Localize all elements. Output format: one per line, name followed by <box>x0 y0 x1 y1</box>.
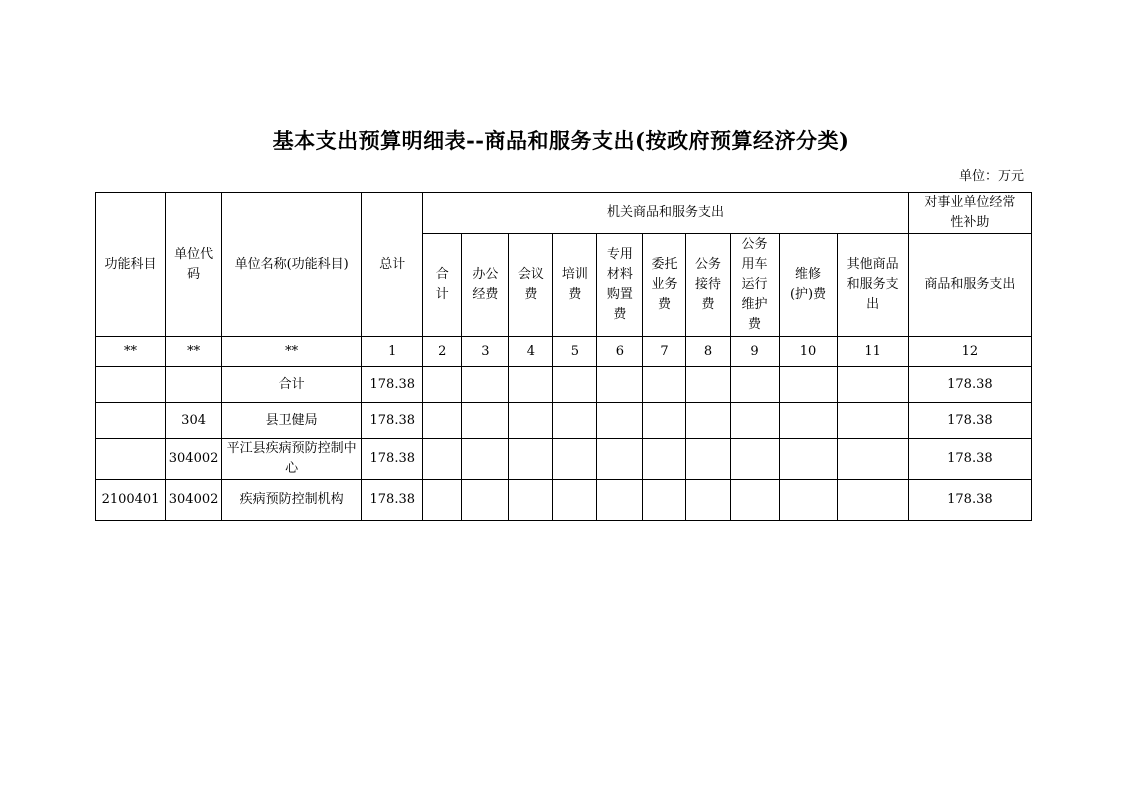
col-num-cell: 6 <box>597 337 643 367</box>
unit-label: 单位：万元 <box>958 169 1024 184</box>
col-num-cell: 11 <box>837 337 908 367</box>
cell-name: 平江县疾病预防控制中心 <box>222 439 362 480</box>
cell-subsidy: 178.38 <box>908 403 1031 439</box>
cell-empty <box>643 480 686 521</box>
table-row <box>96 403 1032 439</box>
cell-empty <box>597 403 643 439</box>
header-group-subsidy-text: 对事业单位经常性补助 <box>924 195 1016 230</box>
header-reception <box>686 234 730 337</box>
cell-empty <box>509 403 553 439</box>
col-num-cell: ** <box>166 337 222 367</box>
cell-empty <box>597 480 643 521</box>
header-unit-name: 单位名称(功能科目) <box>222 193 362 337</box>
cell-empty <box>643 439 686 480</box>
header-reception-text: 公务接待费 <box>694 257 721 312</box>
col-num-cell: 9 <box>730 337 779 367</box>
header-row-1 <box>96 193 1032 234</box>
cell-empty <box>686 403 730 439</box>
page-title: 基本支出预算明细表--商品和服务支出(按政府预算经济分类) <box>272 128 850 153</box>
cell-empty <box>423 480 462 521</box>
header-other <box>837 234 908 337</box>
cell-code: 304002 <box>166 480 222 521</box>
cell-empty <box>553 367 597 403</box>
cell-subsidy: 178.38 <box>908 480 1031 521</box>
col-num-cell: 2 <box>423 337 462 367</box>
cell-name: 疾病预防控制机构 <box>222 480 362 521</box>
column-number-row <box>96 337 1032 367</box>
cell-empty <box>553 439 597 480</box>
header-meeting <box>509 234 553 337</box>
header-unit-code-text: 单位代码 <box>174 246 214 282</box>
cell-func <box>96 403 166 439</box>
cell-name: 县卫健局 <box>222 403 362 439</box>
table-row <box>96 367 1032 403</box>
header-training <box>553 234 597 337</box>
cell-empty <box>730 439 779 480</box>
cell-empty <box>730 367 779 403</box>
header-other-text: 其他商品和服务支出 <box>846 257 899 312</box>
cell-empty <box>423 403 462 439</box>
budget-table <box>95 192 1032 521</box>
cell-empty <box>509 480 553 521</box>
cell-empty <box>597 367 643 403</box>
header-training-text: 培训费 <box>561 267 588 302</box>
cell-subsidy: 178.38 <box>908 367 1031 403</box>
header-group-subsidy <box>908 193 1031 234</box>
cell-empty <box>779 480 837 521</box>
cell-empty <box>837 439 908 480</box>
header-sub-total-text: 合计 <box>435 267 449 302</box>
header-office-text: 办公经费 <box>472 267 499 302</box>
cell-empty <box>509 367 553 403</box>
cell-empty <box>686 480 730 521</box>
header-repair <box>779 234 837 337</box>
header-subsidy-goods: 商品和服务支出 <box>908 234 1031 337</box>
table-row <box>96 480 1032 521</box>
header-commission-text: 委托业务费 <box>651 257 678 312</box>
cell-empty <box>462 439 509 480</box>
header-office <box>462 234 509 337</box>
cell-empty <box>423 367 462 403</box>
cell-empty <box>423 439 462 480</box>
col-num-cell: 10 <box>779 337 837 367</box>
cell-func: 2100401 <box>96 480 166 521</box>
header-sub-total <box>423 234 462 337</box>
cell-total: 178.38 <box>362 439 423 480</box>
header-vehicle <box>730 234 779 337</box>
col-num-cell: 4 <box>509 337 553 367</box>
cell-empty <box>509 439 553 480</box>
cell-empty <box>779 367 837 403</box>
cell-empty <box>837 403 908 439</box>
cell-empty <box>730 480 779 521</box>
cell-total: 178.38 <box>362 480 423 521</box>
cell-empty <box>553 480 597 521</box>
header-materials-text: 专用材料购置费 <box>606 247 633 322</box>
cell-empty <box>462 403 509 439</box>
cell-empty <box>837 480 908 521</box>
col-num-cell: 1 <box>362 337 423 367</box>
header-materials <box>597 234 643 337</box>
header-repair-text: 维修(护)费 <box>789 267 827 302</box>
cell-empty <box>462 367 509 403</box>
cell-empty <box>597 439 643 480</box>
header-vehicle-text: 公务用车运行维护费 <box>741 237 768 332</box>
cell-empty <box>686 367 730 403</box>
cell-empty <box>462 480 509 521</box>
col-num-cell: 5 <box>553 337 597 367</box>
header-func-subject: 功能科目 <box>96 193 166 337</box>
header-unit-code <box>166 193 222 337</box>
cell-empty <box>643 367 686 403</box>
col-num-cell: 3 <box>462 337 509 367</box>
cell-total: 178.38 <box>362 367 423 403</box>
col-num-cell: 8 <box>686 337 730 367</box>
col-num-cell: 7 <box>643 337 686 367</box>
cell-total: 178.38 <box>362 403 423 439</box>
cell-empty <box>553 403 597 439</box>
header-group-organ: 机关商品和服务支出 <box>423 193 909 234</box>
col-num-cell: ** <box>96 337 166 367</box>
col-num-cell: ** <box>222 337 362 367</box>
header-commission <box>643 234 686 337</box>
cell-code <box>166 367 222 403</box>
col-num-cell: 12 <box>908 337 1031 367</box>
cell-empty <box>730 403 779 439</box>
cell-func <box>96 439 166 480</box>
header-meeting-text: 会议费 <box>517 267 544 302</box>
cell-empty <box>779 403 837 439</box>
table-row <box>96 439 1032 480</box>
cell-empty <box>643 403 686 439</box>
cell-empty <box>837 367 908 403</box>
header-total: 总计 <box>362 193 423 337</box>
cell-func <box>96 367 166 403</box>
cell-code: 304002 <box>166 439 222 480</box>
cell-code: 304 <box>166 403 222 439</box>
cell-empty <box>779 439 837 480</box>
cell-empty <box>686 439 730 480</box>
cell-subsidy: 178.38 <box>908 439 1031 480</box>
cell-name: 合计 <box>222 367 362 403</box>
